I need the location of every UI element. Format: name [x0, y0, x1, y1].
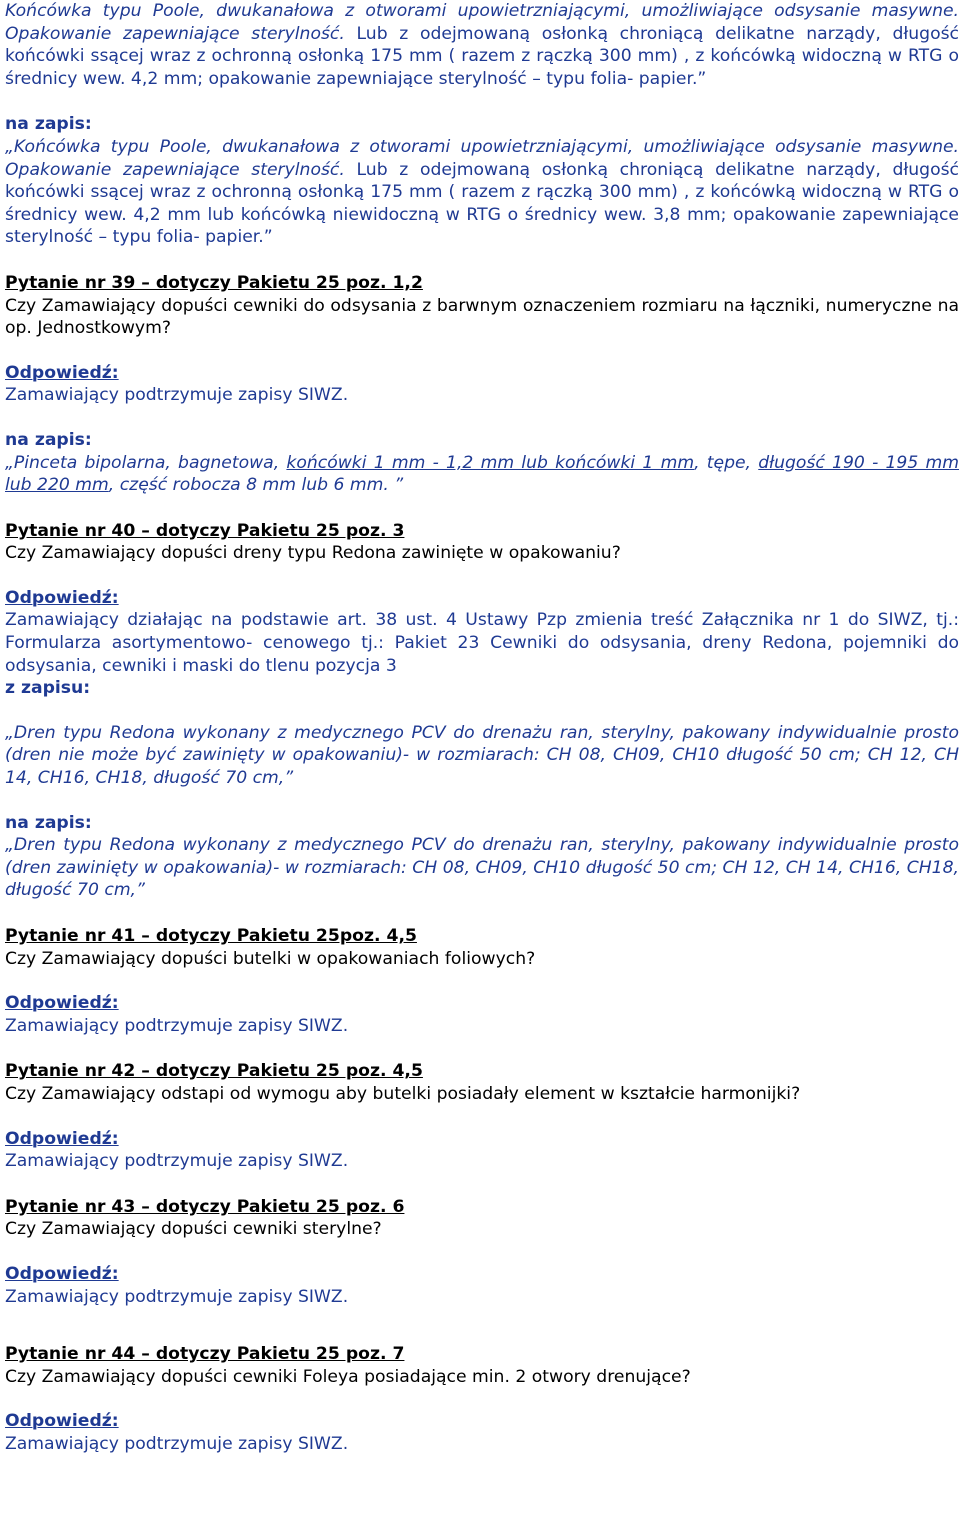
block2-italic: „Końcówka typu Poole, dwukanałowa z otworami upowietrzniającymi, umożliwiające odsysanie masywne. Opakowanie zapewniające sterylność.	[5, 136, 959, 180]
q40-to-text: „Dren typu Redona wykonany z medycznego PCV do drenażu ran, sterylny, pakowany indywidualnie prosto (dren zawinięty w opakowania)- w rozmiarach: CH 08, CH09, CH10 długość 50 cm; CH 12, CH 14, CH16, CH18, długość 70 cm,”	[5, 835, 959, 901]
q39-record-open: „Pinceta bipolarna, bagnetowa,	[5, 452, 287, 473]
q43-answer: Zamawiający podtrzymuje zapisy SIWZ.	[5, 1286, 349, 1307]
q41-answer: Zamawiający podtrzymuje zapisy SIWZ.	[5, 1015, 349, 1036]
q43-heading: Pytanie nr 43 – dotyczy Pakietu 25 poz. 6	[5, 1196, 405, 1217]
q39-record-mid: , tępe,	[694, 452, 759, 473]
q40-answer: Zamawiający działając na podstawie art. 38 ust. 4 Ustawy Pzp zmienia treść Załącznika nr 1 do SIWZ, tj.: Formularza asortymentowo- cenowego tj.: Pakiet 23 Cewniki do odsysania, dreny Redona, pojemniki do odsysania, cewniki i maski do tlenu pozycja 3	[5, 610, 959, 676]
block1-rest: Lub z odejmowaną osłonką chroniącą delikatne narządy, długość końcówki ssącej wraz z ochronną osłonką 175 mm ( razem z rączką 300 mm) , z końcówką widoczną w RTG o średnicy wew. 4,2 mm; opakowanie zapewniające sterylność – typu folia- papier.”	[5, 23, 959, 89]
q39-record	[5, 452, 959, 497]
q39-heading: Pytanie nr 39 – dotyczy Pakietu 25 poz. 1,2	[5, 272, 423, 293]
q40-heading: Pytanie nr 40 – dotyczy Pakietu 25 poz. 3	[5, 520, 405, 541]
q44-answer-label: Odpowiedź:	[5, 1411, 119, 1432]
q39-question: Czy Zamawiający dopuści cewniki do odsysania z barwnym oznaczeniem rozmiaru na łączniki, numeryczne na op. Jednostkowym?	[5, 295, 959, 339]
q41-heading: Pytanie nr 41 – dotyczy Pakietu 25poz. 4,5	[5, 926, 417, 946]
q40-z-zapisu-label: z zapisu:	[5, 678, 91, 699]
block1-paragraph	[5, 0, 959, 90]
q39-record-underline-2: długość 190 - 195 mm lub 220 mm	[5, 452, 960, 496]
block2-rest: Lub z odejmowaną osłonką chroniącą delikatne narządy, długość końcówki ssącej wraz z ochronną osłonką 175 mm ( razem z rączką 300 mm) , z końcówką widoczną w RTG o średnicy wew. 4,2 mm lub końcówką niewidoczną w RTG o średnicy wew. 3,8 mm; opakowanie zapewniające sterylność – typu folia- papier.”	[5, 159, 959, 248]
q41-answer-label: Odpowiedź:	[5, 993, 119, 1014]
q40-question: Czy Zamawiający dopuści dreny typu Redona zawinięte w opakowaniu?	[5, 543, 621, 564]
q39-record-underline-1: końcówki 1 mm - 1,2 mm lub końcówki 1 mm	[286, 452, 695, 473]
q39-answer: Zamawiający podtrzymuje zapisy SIWZ.	[5, 385, 349, 406]
q42-answer: Zamawiający podtrzymuje zapisy SIWZ.	[5, 1151, 349, 1172]
q42-answer-label: Odpowiedź:	[5, 1128, 119, 1149]
block2-paragraph	[5, 136, 959, 249]
q43-answer-label: Odpowiedź:	[5, 1263, 119, 1284]
q40-from-text: „Dren typu Redona wykonany z medycznego PCV do drenażu ran, sterylny, pakowany indywidualnie prosto (dren nie może być zawinięty w opakowaniu)- w rozmiarach: CH 08, CH09, CH10 długość 50 cm; CH 12, CH 14, CH16, CH18, długość 70 cm,”	[5, 722, 959, 789]
q44-question: Czy Zamawiający dopuści cewniki Foleya posiadające min. 2 otwory drenujące?	[5, 1366, 691, 1387]
q42-question: Czy Zamawiający odstapi od wymogu aby butelki posiadały element w kształcie harmonijki?	[5, 1083, 801, 1104]
q41-question: Czy Zamawiający dopuści butelki w opakowaniach foliowych?	[5, 948, 536, 969]
block1-italic: Końcówka typu Poole, dwukanałowa z otworami upowietrzniającymi, umożliwiające odsysanie masywne. Opakowanie zapewniające sterylność.	[5, 1, 959, 44]
q44-answer: Zamawiający podtrzymuje zapisy SIWZ.	[5, 1433, 349, 1454]
q39-answer-label: Odpowiedź:	[5, 362, 119, 383]
q43-question: Czy Zamawiający dopuści cewniki sterylne?	[5, 1219, 382, 1240]
q42-heading: Pytanie nr 42 – dotyczy Pakietu 25 poz. 4,5	[5, 1061, 423, 1082]
q39-record-end: , część robocza 8 mm lub 6 mm. ”	[108, 475, 404, 496]
q44-heading: Pytanie nr 44 – dotyczy Pakietu 25 poz. 7	[5, 1344, 405, 1365]
q39-na-zapis-label: na zapis:	[5, 429, 92, 450]
block2-label: na zapis:	[5, 114, 92, 135]
q40-answer-label: Odpowiedź:	[5, 587, 119, 608]
q40-na-zapis-label: na zapis:	[5, 812, 92, 833]
